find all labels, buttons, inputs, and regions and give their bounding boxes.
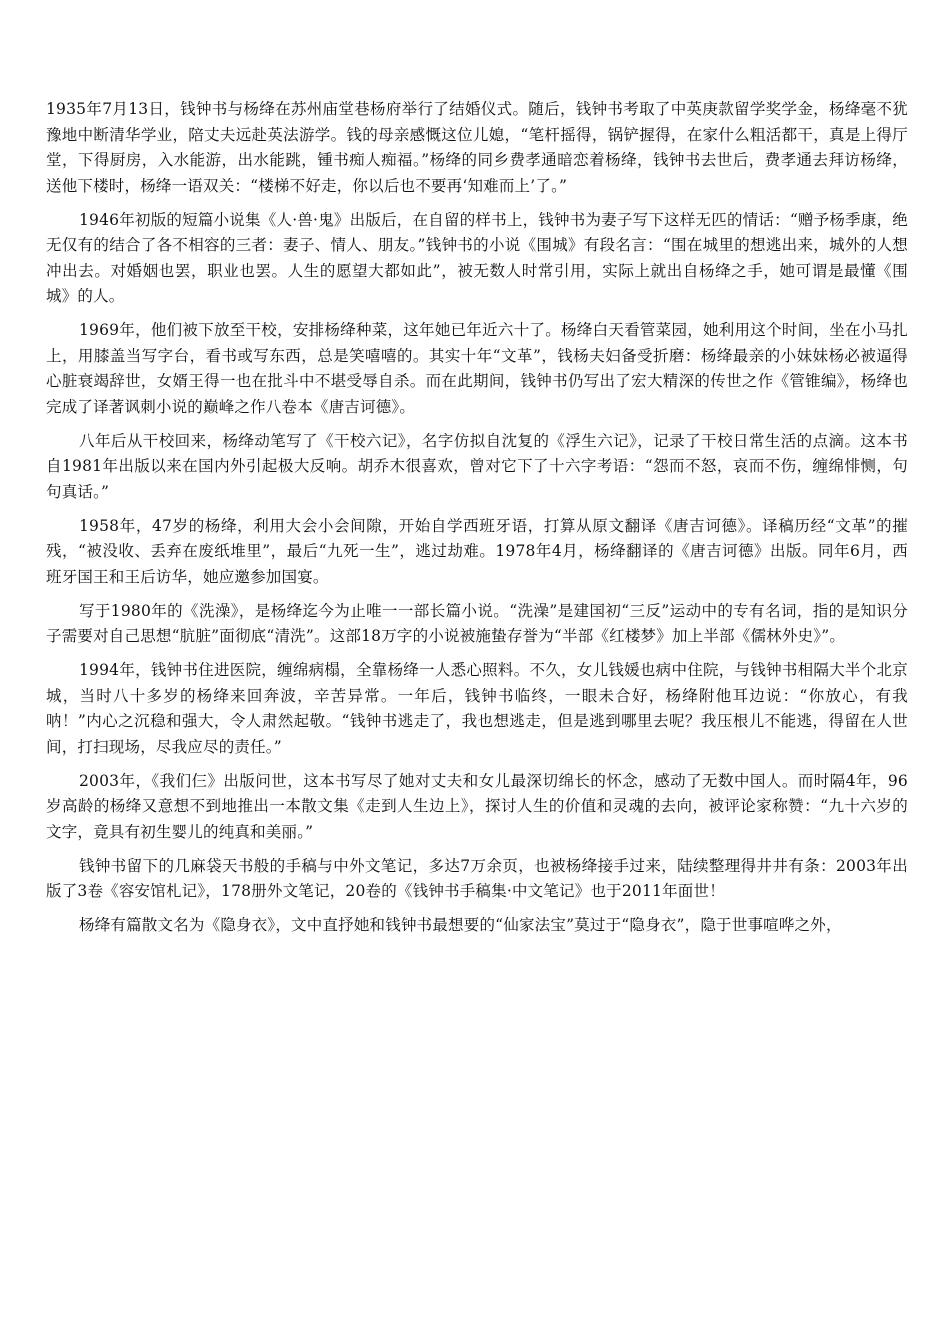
paragraph-hospital: 1994年，钱钟书住进医院，缠绵病榻，全靠杨绛一人悉心照料。不久，女儿钱媛也病中住院，与钱钟书相隔大半个北京城，当时八十多岁的杨绛来回奔波，辛苦异常。一年后，钱钟书临终，一眼未合好，杨绛附他耳边说：“你放心，有我呐！”内心之沉稳和强大，令人肃然起敬。“钱钟书逃走了，我也想逃走，但是逃到哪里去呢？我压根儿不能逃，得留在人世间，打扫现场，尽我应尽的责任。” xyxy=(46,661,908,756)
paragraph-cadre-school: 1969年，他们被下放至干校，安排杨绛种菜，这年她已年近六十了。杨绛白天看管菜园，她利用这个时间，坐在小马扎上，用膝盖当写字台，看书或写东西，总是笑嘻嘻的。其实十年“文革”，钱杨夫妇备受折磨：杨绛最亲的小妹妹杨必被逼得心脏衰竭辞世，女婿王得一也在批斗中不堪受辱自杀。而在此期间，钱钟书仍写出了宏大精深的传世之作《管锥编》，杨绛也完成了译著讽刺小说的巅峰之作八卷本《唐吉诃德》。 xyxy=(46,321,908,416)
document-body xyxy=(46,97,908,947)
paragraph-baptism: 写于1980年的《洗澡》，是杨绛迄今为止唯一一部长篇小说。“洗澡”是建国初“三反”运动中的专有名词，指的是知识分子需要对自己思想“肮脏”面彻底“清洗”。这部18万字的小说被施蛰存誉为“半部《红楼梦》加上半部《儒林外史》”。 xyxy=(46,601,908,645)
paragraph-fortress-besieged: 1946年初版的短篇小说集《人·兽·鬼》出版后，在自留的样书上，钱钟书为妻子写下这样无匹的情话：“赠予杨季康，绝无仅有的结合了各不相容的三者：妻子、情人、朋友。”钱钟书的小说《围城》有段名言：“围在城里的想逃出来，城外的人想冲出去。对婚姻也罢，职业也罢。人生的愿望大都如此”，被无数人时常引用，实际上就出自杨绛之手，她可谓是最懂《围城》的人。 xyxy=(46,210,908,305)
paragraph-marriage: 1935年7月13日，钱钟书与杨绛在苏州庙堂巷杨府举行了结婚仪式。随后，钱钟书考取了中英庚款留学奖学金，杨绛毫不犹豫地中断清华学业，陪丈夫远赴英法游学。钱的母亲感慨这位儿媳，“笔杆摇得，锅铲握得，在家什么粗活都干，真是上得厅堂，下得厨房，入水能游，出水能跳，锺书痴人痴福。”杨绛的同乡费孝通暗恋着杨绛，钱钟书去世后，费孝通去拜访杨绛，送他下楼时，杨绛一语双关：“楼梯不好走，你以后也不要再‘知难而上’了。” xyxy=(46,100,908,195)
paragraph-six-chapters: 八年后从干校回来，杨绛动笔写了《干校六记》，名字仿拟自沈复的《浮生六记》，记录了干校日常生活的点滴。这本书自1981年出版以来在国内外引起极大反响。胡乔木很喜欢，曾对它下了十六字考语：“怨而不怒，哀而不伤，缠绵悱恻，句句真话。” xyxy=(46,431,908,501)
paragraph-don-quixote: 1958年，47岁的杨绛，利用大会小会间隙，开始自学西班牙语，打算从原文翻译《唐吉诃德》。译稿历经“文革”的摧残，“被没收、丢弃在废纸堆里”，最后“九死一生”，逃过劫难。1978年4月，杨绛翻译的《唐吉诃德》出版。同年6月，西班牙国王和王后访华，她应邀参加国宴。 xyxy=(46,516,908,586)
paragraph-we-three: 2003年，《我们仨》出版问世，这本书写尽了她对丈夫和女儿最深切绵长的怀念，感动了无数中国人。而时隔4年，96岁高龄的杨绛又意想不到地推出一本散文集《走到人生边上》，探讨人生的价值和灵魂的去向，被评论家称赞：“九十六岁的文字，竟具有初生婴儿的纯真和美丽。” xyxy=(46,771,908,841)
paragraph-invisibility-cloak: 杨绛有篇散文名为《隐身衣》，文中直抒她和钱钟书最想要的“仙家法宝”莫过于“隐身衣”，隐于世事喧哗之外， xyxy=(79,916,842,934)
paragraph-manuscripts: 钱钟书留下的几麻袋天书般的手稿与中外文笔记，多达7万余页，也被杨绛接手过来，陆续整理得井井有条：2003年出版了3卷《容安馆札记》，178册外文笔记，20卷的《钱钟书手稿集·中文笔记》也于2011年面世！ xyxy=(46,856,908,900)
